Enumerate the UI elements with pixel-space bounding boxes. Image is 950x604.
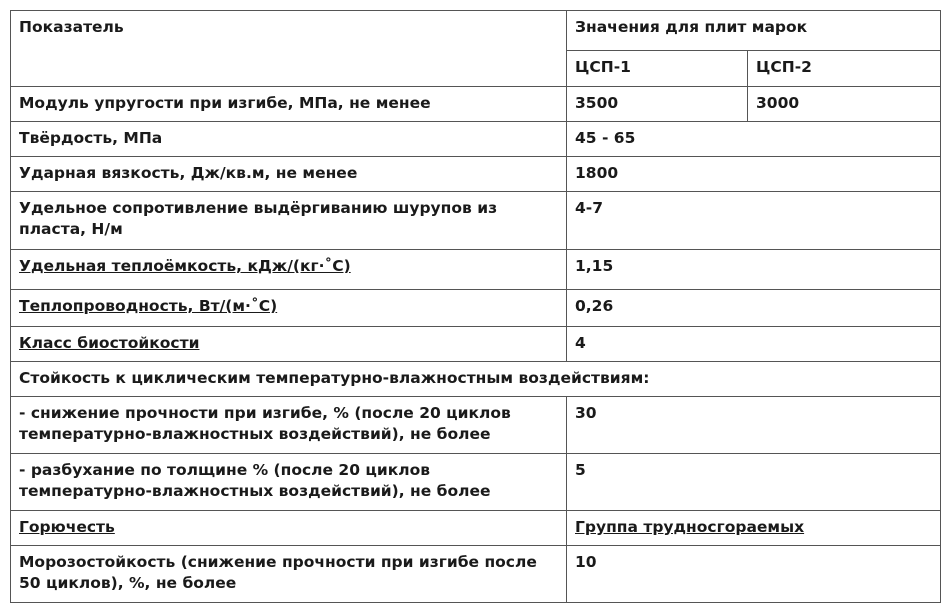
row-value: 1,15: [567, 250, 941, 290]
row-value: 5: [567, 454, 941, 511]
header-param: Показатель: [11, 11, 567, 87]
table-row: [11, 192, 941, 250]
table-row: [11, 546, 941, 603]
row-value-grade-1: 3500: [567, 87, 748, 122]
table-row: [11, 157, 941, 192]
row-label: Теплопроводность, Вт/(м·˚С): [19, 297, 278, 315]
row-value: 30: [567, 397, 941, 454]
row-label: Морозостойкость (снижение прочности при изгибе после 50 циклов), %, не более: [11, 546, 567, 603]
table-row: [11, 397, 941, 454]
row-label: Удельное сопротивление выдёргиванию шурупов из пласта, Н/м: [11, 192, 567, 250]
row-value: 4: [567, 327, 941, 362]
row-value: 0,26: [567, 290, 941, 327]
properties-table: [10, 10, 941, 603]
table-row: [11, 511, 941, 546]
table-row: [11, 122, 941, 157]
row-value: 1800: [567, 157, 941, 192]
row-label: Удельная теплоёмкость, кДж/(кг·˚С): [19, 257, 351, 275]
row-label: Ударная вязкость, Дж/кв.м, не менее: [11, 157, 567, 192]
row-label: Модуль упругости при изгибе, МПа, не менее: [11, 87, 567, 122]
row-value: 4-7: [567, 192, 941, 250]
row-value-grade-2: 3000: [748, 87, 941, 122]
row-label: Горючесть: [19, 518, 115, 536]
row-value: 10: [567, 546, 941, 603]
table-row: [11, 250, 941, 290]
row-label: - разбухание по толщине % (после 20 циклов температурно-влажностных воздействий), не более: [11, 454, 567, 511]
header-grade-1: ЦСП-1: [567, 51, 748, 87]
table-row: [11, 327, 941, 362]
header-values-for: Значения для плит марок: [567, 11, 941, 51]
header-grade-2: ЦСП-2: [748, 51, 941, 87]
row-value: Группа трудносгораемых: [575, 518, 805, 536]
table-row: [11, 290, 941, 327]
row-label: Класс биостойкости: [19, 334, 200, 352]
row-label: - снижение прочности при изгибе, % (после 20 циклов температурно-влажностных воздействий), не более: [11, 397, 567, 454]
table-row: [11, 454, 941, 511]
table-row: [11, 87, 941, 122]
row-label: Твёрдость, МПа: [11, 122, 567, 157]
section-label: Стойкость к циклическим температурно-влажностным воздействиям:: [11, 362, 941, 397]
table-row: [11, 362, 941, 397]
row-value: 45 - 65: [567, 122, 941, 157]
